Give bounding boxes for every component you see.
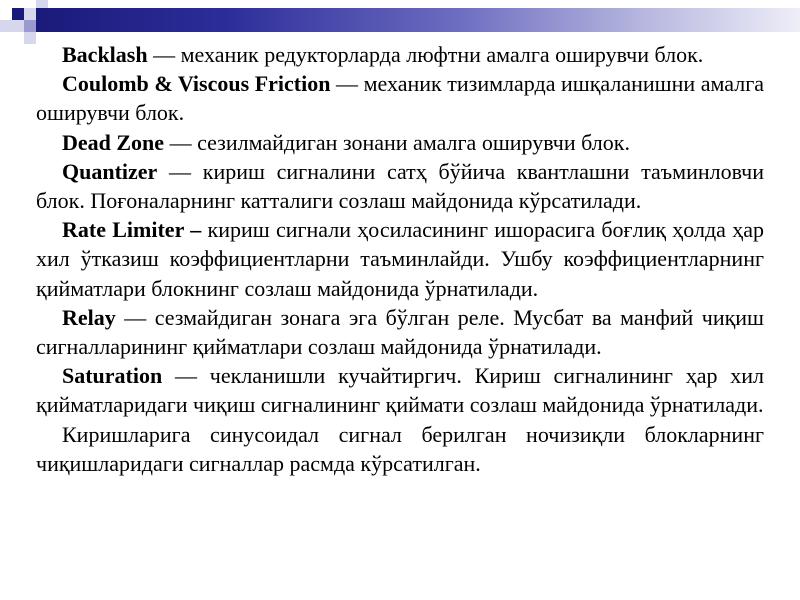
term: Relay bbox=[62, 304, 116, 330]
definition: — чекланишли кучайтиргич. Кириш сигналининг ҳар хил қийматларидаги чиқиш сигналининг қиймати созлаш майдонида ўрнатилади. bbox=[36, 363, 764, 418]
definition: — кириш сигналини сатҳ бўйича квантлашни таъминловчи блок. Поғоналарнинг катталиги созлаш майдонида кўрсатилади. bbox=[36, 158, 764, 214]
slide-body bbox=[36, 40, 764, 478]
definition: кириш сигнали ҳосиласининг ишорасига боғлиқ ҳолда ҳар хил ўтказиш коэффициентларни таъминлайди. Ушбу коэффициентларнинг қийматлари блокнинг созлаш майдонида ўрнатилади. bbox=[36, 217, 764, 301]
paragraph-friction bbox=[36, 69, 764, 127]
paragraph-dead-zone bbox=[36, 128, 764, 157]
decor-square bbox=[0, 20, 12, 32]
term: Rate Limiter – bbox=[62, 217, 202, 243]
term: Backlash bbox=[62, 42, 148, 67]
term: Dead Zone bbox=[62, 129, 165, 155]
header-gradient-bar bbox=[36, 8, 800, 32]
paragraph-saturation bbox=[36, 361, 764, 419]
definition: — сезмайдиган зонага эга бўлган реле. Мусбат ва манфий чиқиш сигналларининг қийматлари созлаш майдонида ўрнатилади. bbox=[36, 304, 764, 360]
decor-square bbox=[24, 20, 36, 32]
decor-square bbox=[12, 8, 24, 20]
decor-square bbox=[24, 8, 36, 20]
paragraph-rate-limiter bbox=[36, 215, 764, 303]
definition: — механик тизимларда ишқаланишни амалга оширувчи блок. bbox=[36, 71, 764, 126]
decor-square bbox=[12, 20, 24, 32]
definition: — механик редукторларда люфтни амалга оширувчи блок. bbox=[147, 42, 704, 67]
definition: Киришларига синусоидал сигнал берилган ночизиқли блокларнинг чиқишларидаги сигналлар расмда кўрсатилган. bbox=[36, 421, 764, 476]
header-decoration bbox=[0, 0, 800, 40]
paragraph-summary bbox=[36, 420, 764, 478]
term: Saturation bbox=[62, 363, 163, 389]
term: Quantizer bbox=[62, 158, 158, 184]
paragraph-backlash bbox=[36, 40, 764, 69]
paragraph-quantizer bbox=[36, 157, 764, 215]
paragraph-relay bbox=[36, 303, 764, 361]
decor-square bbox=[24, 32, 36, 44]
term: Coulomb & Viscous Friction bbox=[62, 71, 331, 97]
definition: — сезилмайдиган зонани амалга оширувчи блок. bbox=[164, 129, 630, 155]
